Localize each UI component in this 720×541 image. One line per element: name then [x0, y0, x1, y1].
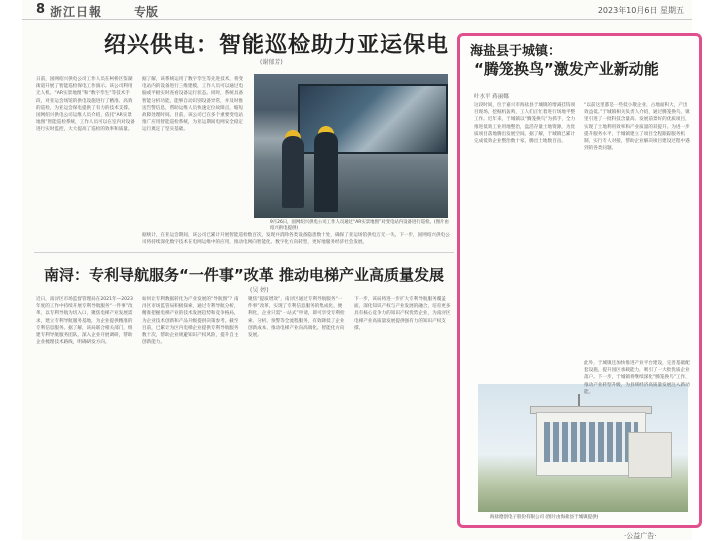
- sidebar-column-3: 此外，于城镇还加快推进产业平台建设，完善基础配套设施，提升园区承载能力，吸引了一大批优质企业落户。下一步，于城镇将继续深化“腾笼换鸟”工作，推动产业转型升级，为县域经济高质量发展注入新动能。: [584, 361, 690, 395]
- sidebar-photo-caption: 海盐德创电子股份有限公司 (图片由海盐县于城镇提供): [490, 515, 599, 520]
- article1-column-3: 据统计，在亚运会期间，该公司已累计开展智能巡检数百次，发现并消除各类设备隐患数十处，确保了亚运场馆供电万无一失。下一步，国网绍兴供电公司将持续深化数字技术在电网运维中的应用，推动电网向智能化、数字化方向转型，更好地服务经济社会发展。: [142, 233, 450, 246]
- article2-column-2: 如何让专利数据转化为产业发展的“导航图”？南浔区市场监管局积极探索，通过专利导航分析，精准把握电梯产业的技术发展趋势和竞争格局，为企业技术创新和产品升级提供决策参考。截至目前，已累计为区内电梯企业提供专利导航服务数十次，帮助企业规避知识产权风险，提升自主创新能力。: [142, 297, 239, 346]
- paper-name: 浙江日報: [50, 5, 103, 19]
- article1-column-2: 据了解，该系统运用了数字孪生等先进技术，将变电站内的设备进行三维建模，工作人员可以通过电脑或平板实时查看设备运行状态。同时，系统具备智能分析功能，能够自动识别设备异常，并及时推送告警信息，帮助运维人员快速定位故障点，缩短故障处理时间。目前，该公司已在多个重要变电站推广应用智能巡检系统，为亚运期间电网安全稳定运行奠定了坚实基础。: [142, 77, 244, 133]
- side-building: [628, 432, 672, 478]
- public-ad-label: ·公益广告·: [624, 532, 657, 540]
- article2-byline: (吴 婷): [250, 287, 269, 294]
- sidebar-photo: [478, 384, 688, 512]
- article2-column-4: 下一步，该局将进一步扩大专利导航服务覆盖面，深化知识产权与产业发展的融合，培育更多具有核心竞争力的知识产权优势企业，为南浔区电梯产业高质量发展提供强有力的知识产权支撑。: [354, 297, 451, 331]
- sidebar-column-1: 这段时间，位于嘉兴市海盐县于城镇的增减挂钩项目现场，挖掘机轰鸣，工人们正忙着进行场地平整工作。近年来，于城镇以“腾笼换鸟”为抓手，全力推进低效工业用地整治，盘活存量土地资源，为优质项目落地腾出发展空间。据了解，于城镇已累计完成低效企业整治数十家，腾出土地数百亩。: [474, 103, 576, 145]
- article1-photo-caption: 9月26日，国网绍兴供电公司工作人员通过“AR实景地图”对变电站内设备进行巡检。(图片由绍兴供电提供): [270, 220, 449, 231]
- issue-date: 2023年10月6日 星期五: [597, 6, 684, 15]
- building-windows: [544, 422, 638, 462]
- sidebar-title-line1: 海盐县于城镇：: [470, 44, 562, 59]
- article1-photo: [254, 74, 448, 218]
- sidebar-column-2: “以前这里都是一些低小散企业，占地面积大，产出效益低。”于城镇相关负责人介绍，通过腾笼换鸟，镇里引进了一批科技含量高、发展前景好的优质项目，实现了土地利用效率和产业质量的双提升。为进一步提升服务水平，于城镇建立了项目全程跟踪服务机制，实行专人对接，帮助企业解决项目建设过程中遇到的各类问题。: [584, 103, 690, 152]
- article1-column-1: 日前，国网绍兴供电公司工作人员在柯桥区鉴湖街道开展了智能巡检保电工作演示。该公司利用无人机、“AR实景地图”和“数字孪生”等技术手段，对亚运会场馆的供电设施进行了精准、高效的巡检，为亚运会保电提供了有力的技术支撑。国网绍兴供电公司运维人员介绍，依托“AR实景地图”智能巡检系统，工作人员可以在室内对设备进行实时监控，大大提高了巡检的效率和质量。: [36, 77, 135, 133]
- sidebar-title-line2: “腾笼换鸟”激发产业新动能: [474, 60, 659, 78]
- worker-2: [314, 132, 338, 212]
- worker-1: [282, 136, 304, 208]
- article2-column-1: 近日，南浔区市场监督管理局在2021年—2023年度的工作中持续开展专利导航服务“一件事”改革，以专利导航为切入口，聚焦电梯产业发展需求，建立专利导航服务基地，为企业提供精准的专利信息服务。据了解，该局联合相关部门，组建专利导航服务团队，深入企业开展调研，帮助企业梳理技术路线，明确研发方向。: [36, 297, 133, 346]
- article1-byline: (谢郁芳): [260, 59, 283, 66]
- article2-column-3: 聚焦“提质增效”，南浔区通过专利导航服务“一件事”改革，实现了专利信息服务的集成化、便利化，企业只需“一站式”申请，即可享受专利检索、分析、预警等全流程服务，有效降低了企业创新成本，推动电梯产业向高端化、智能化方向发展。: [248, 297, 345, 339]
- sidebar-byline: 叶水平 蒋丽娜: [474, 94, 509, 100]
- masthead: [22, 0, 706, 20]
- section-label: 专版: [134, 5, 159, 19]
- article2-headline: 南浔：专利导航服务“一件事”改革 推动电梯产业高质量发展: [44, 266, 444, 284]
- section-divider: [34, 252, 454, 253]
- article1-headline: 绍兴供电：智能巡检助力亚运保电: [104, 33, 450, 58]
- page-number: 8: [36, 2, 46, 17]
